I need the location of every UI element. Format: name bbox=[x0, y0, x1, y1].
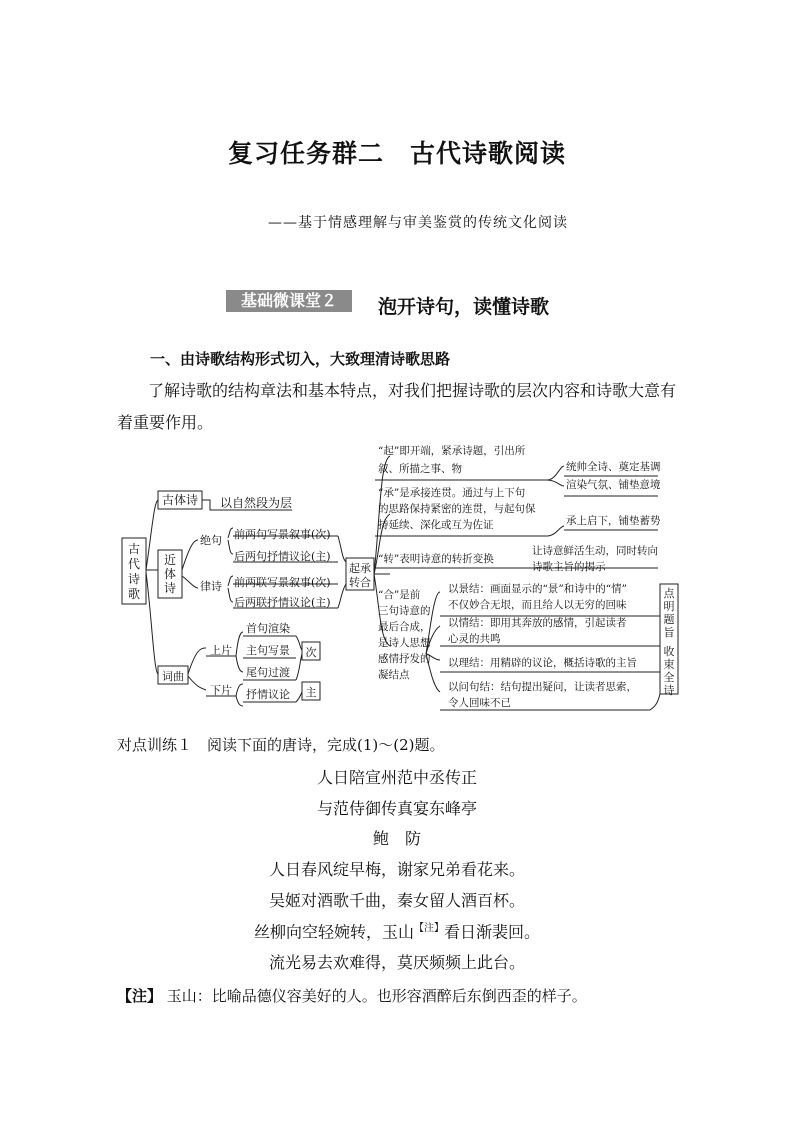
exercise-prompt: 对点训练１ 阅读下面的唐诗，完成(1)～(2)题。 bbox=[117, 736, 445, 754]
poem-line-4: 流光易去欢难得，莫厌频频上此台。 bbox=[268, 953, 525, 972]
diagram-cheng-line2: 的思路保持紧密的连贯，与起句保 bbox=[378, 503, 536, 515]
poem-author: 鲍 防 bbox=[372, 829, 421, 848]
diagram-zhuju: 主句写景 bbox=[246, 644, 290, 657]
diagram-shuqing: 抒情议论 bbox=[246, 688, 290, 701]
diagram-root-2: 代 bbox=[127, 557, 141, 571]
poem-line-2: 吴姬对酒歌千曲，秦女留人酒百杯。 bbox=[268, 891, 525, 910]
diagram-he-b2: 心灵的共鸣 bbox=[448, 633, 501, 645]
diagram-qi-r2: 渲染气氛、铺垫意境 bbox=[566, 479, 661, 491]
diagram-jueju-2: 后两句抒情议论(主) bbox=[234, 550, 331, 563]
diagram-he-line5: 感情抒发的 bbox=[378, 653, 431, 665]
diagram-jintishi-3: 诗 bbox=[163, 581, 177, 595]
poem-title-line1: 人日陪宣州范中丞传正 bbox=[316, 768, 477, 787]
intro-paragraph-line1: 了解诗歌的结构章法和基本特点，对我们把握诗歌的层次内容和诗歌大意有 bbox=[148, 381, 677, 400]
diagram-he-line3: 最后合成， bbox=[378, 621, 431, 633]
diagram-shangpian: 上片 bbox=[210, 644, 232, 657]
intro-paragraph-line2: 着重要作用。 bbox=[117, 413, 214, 432]
diagram-dianming-6: 束 bbox=[663, 658, 675, 671]
diagram-ci-label: 次 bbox=[305, 646, 317, 659]
diagram-qichengzhuanhe-b: 转合 bbox=[349, 576, 371, 589]
footnote-text: 玉山：比喻品德仪容美好的人。也形容酒醉后东倒西歪的样子。 bbox=[166, 987, 587, 1005]
diagram-lvshi-2: 后两联抒情议论(主) bbox=[234, 596, 331, 609]
diagram-root-4: 歌 bbox=[127, 587, 141, 601]
page-title: 复习任务群二 古代诗歌阅读 bbox=[227, 139, 566, 168]
diagram-zhuan-r1: 让诗意鲜活生动，同时转向 bbox=[532, 545, 658, 557]
diagram-lvshi: 律诗 bbox=[200, 580, 222, 593]
diagram-dianming-1: 点 bbox=[663, 587, 675, 600]
diagram-dianming-3: 题 bbox=[663, 613, 675, 626]
poem-line-3a: 丝柳向空轻婉转，玉山 bbox=[253, 922, 414, 942]
diagram-dianming-5: 收 bbox=[663, 645, 675, 658]
diagram-he-b1: 以情结：即用其奔放的感情，引起读者 bbox=[448, 617, 627, 629]
diagram-dianming-4: 旨 bbox=[663, 626, 675, 639]
section-heading: 一、由诗歌结构形式切入，大致理清诗歌思路 bbox=[150, 350, 451, 368]
diagram-root-3: 诗 bbox=[127, 572, 141, 586]
diagram-qi-r1: 统帅全诗、奠定基调 bbox=[566, 461, 661, 473]
poem-line-3 bbox=[0, 919, 794, 942]
lesson-title: 泡开诗句，读懂诗歌 bbox=[378, 296, 550, 318]
diagram-xiapian: 下片 bbox=[210, 684, 232, 697]
diagram-he-line4: 是诗人思想 bbox=[378, 637, 431, 649]
diagram-shouju: 首句渲染 bbox=[246, 622, 290, 635]
diagram-qi-line2: 叙、所描之事、物 bbox=[378, 463, 462, 475]
diagram-jueju: 绝句 bbox=[200, 534, 222, 547]
diagram-cheng-line3: 持延续、深化或互为佐证 bbox=[378, 519, 494, 531]
diagram-qi-line1: “起”即开端，紧承诗题，引出所 bbox=[378, 445, 526, 457]
diagram-he-c1: 以理结：用精辟的议论，概括诗歌的主旨 bbox=[448, 657, 637, 669]
diagram-weiju: 尾句过渡 bbox=[246, 666, 290, 679]
footnote-label: 【注】 bbox=[117, 987, 163, 1005]
diagram-cheng-r1: 承上启下，铺垫蓄势 bbox=[566, 515, 661, 527]
diagram-zhu-label: 主 bbox=[305, 686, 317, 699]
diagram-zhuan-r2: 诗歌主旨的揭示 bbox=[532, 561, 606, 573]
diagram-he-line2: 三句诗意的 bbox=[378, 605, 431, 617]
diagram-he-d2: 令人回味不已 bbox=[448, 697, 511, 709]
diagram-ci: 词曲 bbox=[162, 670, 184, 683]
diagram-he-line1: “合”是前 bbox=[378, 589, 421, 601]
poetry-structure-diagram bbox=[110, 440, 675, 716]
diagram-dianming-7: 全 bbox=[663, 671, 675, 684]
diagram-zhuan-line1: “转”表明诗意的转折变换 bbox=[378, 553, 494, 565]
poem-note-marker: 【注】 bbox=[414, 923, 444, 934]
diagram-dianming-8: 诗 bbox=[663, 684, 675, 697]
diagram-dianming-2: 明 bbox=[663, 600, 675, 613]
poem-line-3b: 看日渐裴回。 bbox=[444, 922, 541, 942]
diagram-he-line6: 凝结点 bbox=[378, 669, 410, 681]
diagram-lvshi-1: 前两联写景叙事(次) bbox=[234, 576, 331, 589]
diagram-he-a2: 不仅妙合无垠，而且给人以无穷的回味 bbox=[448, 599, 627, 611]
poem-line-1: 人日春风绽早梅，谢家兄弟看花来。 bbox=[268, 860, 525, 879]
poem-title-line2: 与范侍御传真宴东峰亭 bbox=[316, 799, 477, 818]
diagram-jintishi-1: 近 bbox=[163, 553, 177, 567]
footnote bbox=[117, 985, 587, 1006]
diagram-root-1: 古 bbox=[127, 542, 141, 556]
lesson-badge: 基础微课堂２ bbox=[226, 290, 352, 312]
diagram-he-a1: 以景结：画面显示的“景”和诗中的“情” bbox=[448, 583, 627, 595]
page-subtitle: ——基于情感理解与审美鉴赏的传统文化阅读 bbox=[268, 215, 568, 231]
diagram-qichengzhuanhe-a: 起承 bbox=[349, 562, 371, 575]
diagram-jintishi-2: 体 bbox=[163, 567, 177, 581]
diagram-cheng-line1: “承”是承接连贯。通过与上下句 bbox=[378, 487, 526, 499]
diagram-he-d1: 以问句结：结句提出疑问，让读者思索， bbox=[448, 681, 637, 693]
diagram-gutishi-desc: 以自然段为层 bbox=[220, 496, 293, 510]
diagram-jueju-1: 前两句写景叙事(次) bbox=[234, 528, 331, 541]
diagram-gutishi: 古体诗 bbox=[161, 493, 199, 507]
